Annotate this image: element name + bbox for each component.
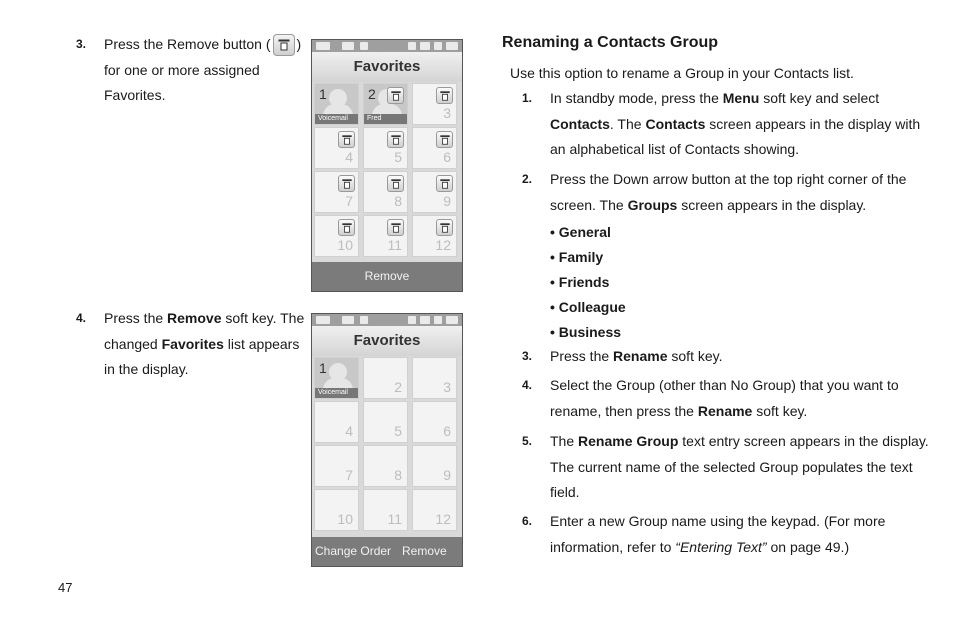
slot-number: 7 (345, 193, 353, 209)
soft-key-bar (312, 262, 462, 291)
favorite-slot[interactable] (412, 445, 457, 487)
slot-number: 8 (394, 193, 402, 209)
step-number: 4. (522, 378, 533, 392)
favorite-slot[interactable] (314, 127, 359, 169)
step-keyword: Remove (167, 310, 222, 326)
step-text: soft key and select (759, 90, 880, 106)
right-step-6 (522, 509, 942, 561)
favorite-slot[interactable] (363, 445, 408, 487)
trash-icon[interactable] (338, 219, 355, 236)
step-text: Press the Remove button ( (104, 36, 271, 52)
step-text: an alphabetical list of Contacts showing. (550, 141, 800, 157)
slot-number: 5 (394, 423, 402, 439)
favorite-slot[interactable] (363, 215, 408, 257)
slot-number: 10 (337, 237, 353, 253)
slot-number: 11 (387, 237, 402, 253)
favorite-slot[interactable] (314, 445, 359, 487)
step-text: soft key. The (221, 310, 305, 326)
favorite-slot[interactable] (412, 171, 457, 213)
favorite-name: Fred (364, 114, 407, 124)
favorite-slot[interactable] (363, 83, 408, 125)
favorite-slot[interactable] (363, 171, 408, 213)
slot-number: 6 (443, 149, 451, 165)
favorite-slot[interactable] (314, 83, 359, 125)
step-text: changed (104, 335, 162, 352)
step-text: list appears (223, 335, 300, 352)
trash-icon (273, 34, 295, 56)
left-step-4 (76, 306, 306, 386)
slot-number: 2 (394, 379, 402, 395)
favorite-slot[interactable] (314, 215, 359, 257)
list-item: • Colleague (550, 299, 626, 315)
step-number: 2. (522, 172, 533, 186)
step-keyword: Rename (613, 348, 668, 364)
right-step-2 (522, 167, 942, 219)
soft-key-bar (312, 537, 462, 566)
trash-icon[interactable] (436, 219, 453, 236)
left-step-3 (76, 32, 306, 112)
list-item: • Friends (550, 274, 610, 290)
trash-icon[interactable] (436, 87, 453, 104)
slot-number: 4 (345, 423, 353, 439)
slot-number: 6 (443, 423, 451, 439)
step-number: 4. (76, 311, 87, 325)
trash-icon[interactable] (338, 131, 355, 148)
favorite-slot[interactable] (412, 489, 457, 531)
cross-reference[interactable]: “Entering Text” (675, 538, 767, 555)
favorite-slot[interactable] (412, 215, 457, 257)
trash-icon[interactable] (338, 175, 355, 192)
step-text: on page 49.) (766, 538, 850, 555)
slot-number: 8 (394, 467, 402, 483)
favorite-name: Voicemail (315, 388, 358, 398)
status-bar (312, 314, 462, 326)
intro-text: Use this option to rename a Group in your Contacts list. (510, 65, 854, 81)
favorite-slot[interactable] (363, 127, 408, 169)
right-step-3 (522, 344, 942, 370)
slot-number: 7 (345, 467, 353, 483)
favorite-slot[interactable] (363, 401, 408, 443)
page-number: 47 (58, 580, 73, 595)
step-text: soft key. (752, 402, 808, 419)
right-step-1 (522, 86, 942, 166)
favorite-slot[interactable] (412, 83, 457, 125)
favorite-slot[interactable] (363, 489, 408, 531)
remove-soft-key[interactable]: Remove (402, 544, 447, 558)
slot-number: 9 (443, 193, 451, 209)
step-number: 3. (522, 349, 533, 363)
slot-number: 2 (368, 86, 376, 102)
step-number: 1. (522, 91, 533, 105)
step-keyword: Rename Group (578, 433, 679, 449)
favorite-slot[interactable] (314, 357, 359, 399)
favorite-slot[interactable] (314, 401, 359, 443)
slot-number: 9 (443, 467, 451, 483)
step-text: field. (550, 484, 580, 500)
favorite-slot[interactable] (314, 489, 359, 531)
step-text: ) (296, 36, 302, 52)
slot-number: 3 (443, 105, 451, 121)
right-step-5 (522, 429, 942, 507)
step-text: Press the (550, 348, 614, 364)
favorite-name: Voicemail (315, 114, 358, 124)
screen-title: Favorites (312, 52, 462, 82)
step-text: rename, then press the (550, 402, 698, 419)
trash-icon[interactable] (387, 87, 404, 104)
step-keyword: Contacts (645, 115, 706, 132)
step-text: in the display. (104, 361, 189, 377)
favorite-slot[interactable] (412, 401, 457, 443)
section-heading: Renaming a Contacts Group (502, 34, 719, 51)
trash-icon[interactable] (436, 175, 453, 192)
step-number: 6. (522, 514, 533, 528)
phone-screenshot-remove-mode (311, 39, 463, 292)
step-text: screen. The (550, 196, 628, 213)
favorite-slot[interactable] (412, 357, 457, 399)
step-text: . The (609, 115, 646, 132)
step-number: 3. (76, 37, 87, 51)
trash-icon[interactable] (387, 131, 404, 148)
trash-icon[interactable] (387, 175, 404, 192)
step-text: for one or more assigned (104, 61, 260, 78)
step-text: Select the Group (other than No Group) that you want to (550, 377, 899, 393)
favorites-grid (314, 357, 460, 537)
change-order-soft-key[interactable]: Change Order (315, 544, 392, 558)
step-text: screen appears in the display. (677, 196, 867, 213)
status-bar (312, 40, 462, 52)
step-keyword: Contacts (550, 115, 610, 132)
step-text: In standby mode, press the (550, 90, 723, 106)
step-keyword: Menu (722, 90, 760, 106)
group-list (550, 220, 626, 345)
favorite-slot[interactable] (412, 127, 457, 169)
step-text: information, refer to (550, 538, 676, 555)
step-text: Enter a new Group name using the keypad. (For more (550, 513, 886, 529)
step-text: The (550, 433, 579, 449)
step-text: Press the (104, 310, 168, 326)
list-item: • General (550, 224, 611, 240)
favorite-slot[interactable] (363, 357, 408, 399)
step-text: Favorites. (104, 87, 166, 103)
slot-number: 11 (387, 511, 402, 527)
trash-icon[interactable] (387, 219, 404, 236)
right-step-4 (522, 373, 942, 425)
slot-number: 3 (443, 379, 451, 395)
step-keyword: Favorites (161, 335, 224, 352)
screen-title: Favorites (312, 326, 462, 356)
step-text: text entry screen appears in the display. (678, 433, 929, 449)
slot-number: 1 (319, 360, 327, 376)
slot-number: 1 (319, 86, 327, 102)
list-item: • Family (550, 249, 604, 265)
slot-number: 4 (345, 149, 353, 165)
step-number: 5. (522, 434, 533, 448)
trash-icon[interactable] (436, 131, 453, 148)
list-item: • Business (550, 324, 622, 340)
step-text: Press the Down arrow button at the top right corner of the (550, 171, 907, 187)
step-keyword: Groups (627, 196, 678, 213)
step-keyword: Rename (697, 402, 753, 419)
slot-number: 12 (435, 511, 451, 527)
favorite-slot[interactable] (314, 171, 359, 213)
slot-number: 10 (337, 511, 353, 527)
slot-number: 12 (435, 237, 451, 253)
step-text: soft key. (667, 348, 723, 364)
remove-soft-key[interactable]: Remove (364, 269, 410, 283)
step-text: The current name of the selected Group populates the text (550, 458, 913, 475)
step-text: screen appears in the display with (705, 115, 921, 132)
slot-number: 5 (394, 149, 402, 165)
phone-screenshot-updated-favorites (311, 313, 463, 567)
favorites-grid (314, 83, 460, 263)
